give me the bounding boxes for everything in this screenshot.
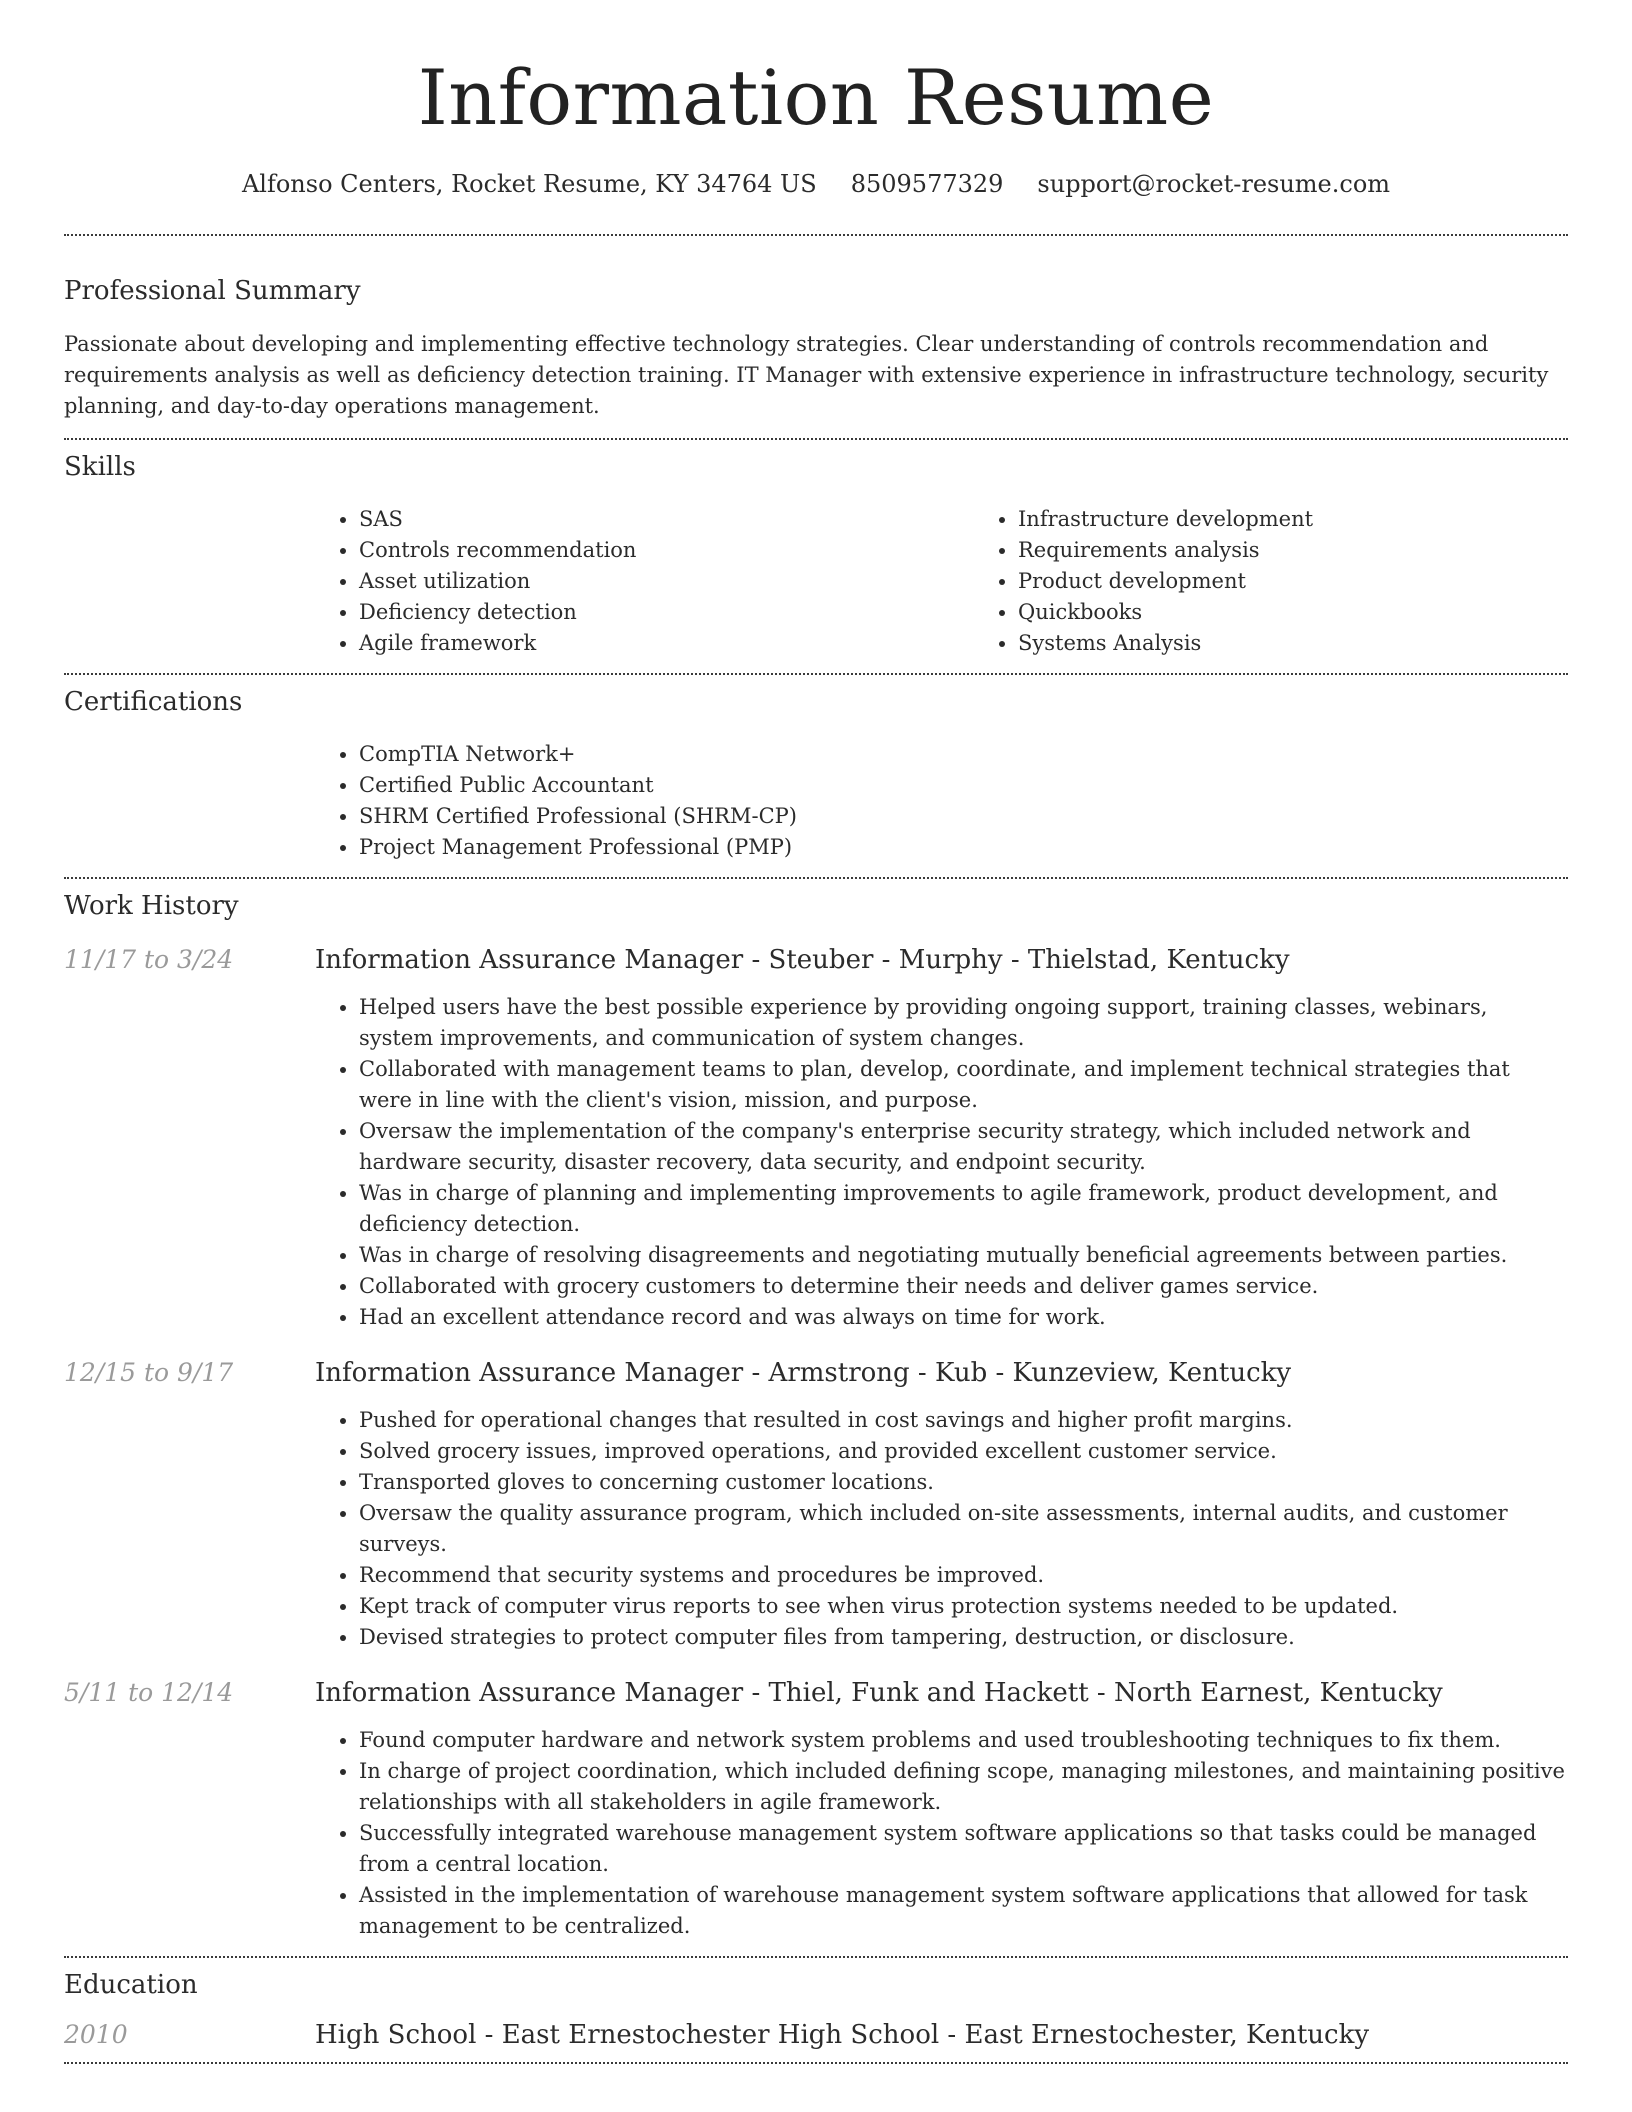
job-bullet: • Collaborated with management teams to plan, develop, coordinate, and implement technical strategies that were in line with the client's vision, mission, and purpose.: [359, 1054, 1568, 1116]
job-dates: 5/11 to 12/14: [64, 1678, 234, 1707]
skill-item: • Infrastructure development: [1018, 504, 1632, 535]
job-dates: 11/17 to 3/24: [64, 945, 234, 974]
job-bullets: [315, 1405, 1568, 1653]
skills-list-right: [974, 504, 1632, 659]
skill-item: • Controls recommendation: [359, 535, 974, 566]
job-title: Information Assurance Manager - Steuber - Murphy - Thielstad, Kentucky: [315, 945, 1290, 975]
job-header: [64, 1358, 1568, 1388]
certification-item: • Project Management Professional (PMP): [359, 832, 1568, 863]
skills-heading: Skills: [64, 452, 136, 482]
job-bullets: [315, 992, 1568, 1333]
contact-phone: 8509577329: [850, 170, 1004, 198]
job-entry: [64, 1678, 1568, 1942]
contact-line: [64, 170, 1568, 198]
skill-item: • Deficiency detection: [359, 597, 974, 628]
skill-item: • SAS: [359, 504, 974, 535]
job-bullet: • Devised strategies to protect computer files from tampering, destruction, or disclosure.: [359, 1622, 1568, 1653]
job-entry: [64, 945, 1568, 1333]
education-heading: Education: [64, 1970, 198, 2000]
job-dates: 12/15 to 9/17: [64, 1358, 234, 1387]
job-bullet: • Helped users have the best possible experience by providing ongoing support, training classes, webinars, system improvements, and communication of system changes.: [359, 992, 1568, 1054]
job-bullet: • Recommend that security systems and procedures be improved.: [359, 1560, 1568, 1591]
job-bullet: • Successfully integrated warehouse management system software applications so that tasks could be managed from a central location.: [359, 1818, 1568, 1880]
job-bullet: • Was in charge of planning and implementing improvements to agile framework, product development, and deficiency detection.: [359, 1178, 1568, 1240]
job-entry: [64, 1358, 1568, 1653]
job-bullet: • Transported gloves to concerning customer locations.: [359, 1467, 1568, 1498]
job-header: [64, 1678, 1568, 1708]
skill-item: • Product development: [1018, 566, 1632, 597]
contact-email: support@rocket-resume.com: [1037, 170, 1391, 198]
section-divider: [64, 2062, 1568, 2064]
job-title: Information Assurance Manager - Armstrong - Kub - Kunzeview, Kentucky: [315, 1358, 1292, 1388]
job-bullet: • Kept track of computer virus reports to see when virus protection systems needed to be updated.: [359, 1591, 1568, 1622]
job-bullet: • Found computer hardware and network system problems and used troubleshooting techniques to fix them.: [359, 1725, 1568, 1756]
job-bullet: • Oversaw the quality assurance program, which included on-site assessments, internal audits, and customer surveys.: [359, 1498, 1568, 1560]
skill-item: • Quickbooks: [1018, 597, 1632, 628]
education-title: High School - East Ernestochester High School - East Ernestochester, Kentucky: [315, 2020, 1370, 2050]
resume-name: Information Resume: [417, 53, 1215, 142]
skills-list-left: [315, 504, 974, 659]
education-entry: [64, 2020, 1568, 2050]
job-bullet: • Assisted in the implementation of warehouse management system software applications that allowed for task management to be centralized.: [359, 1880, 1568, 1942]
contact-address: Alfonso Centers, Rocket Resume, KY 34764 US: [241, 170, 817, 198]
education-year: 2010: [64, 2020, 128, 2049]
certification-item: • CompTIA Network+: [359, 739, 1568, 770]
job-bullet: • Oversaw the implementation of the company's enterprise security strategy, which included network and hardware security, disaster recovery, data security, and endpoint security.: [359, 1116, 1568, 1178]
skill-item: • Agile framework: [359, 628, 974, 659]
work-history-heading: Work History: [64, 891, 239, 921]
job-header: [64, 945, 1568, 975]
job-title: Information Assurance Manager - Thiel, Funk and Hackett - North Earnest, Kentucky: [315, 1678, 1443, 1708]
job-bullets: [315, 1725, 1568, 1942]
skill-item: • Asset utilization: [359, 566, 974, 597]
job-bullet: • Was in charge of resolving disagreements and negotiating mutually beneficial agreements between parties.: [359, 1240, 1568, 1271]
work-history-section: [64, 879, 1568, 1956]
skill-item: • Systems Analysis: [1018, 628, 1632, 659]
job-bullet: • Had an excellent attendance record and was always on time for work.: [359, 1302, 1568, 1333]
skills-section: [64, 440, 1568, 673]
skill-item: • Requirements analysis: [1018, 535, 1632, 566]
job-bullet: • Collaborated with grocery customers to determine their needs and deliver games service.: [359, 1271, 1568, 1302]
job-bullet: • Solved grocery issues, improved operations, and provided excellent customer service.: [359, 1436, 1568, 1467]
job-bullet: • In charge of project coordination, which included defining scope, managing milestones, and maintaining positive relationships with all stakeholders in agile framework.: [359, 1756, 1568, 1818]
certifications-list: [315, 739, 1568, 863]
certifications-section: [64, 675, 1568, 877]
certification-item: • Certified Public Accountant: [359, 770, 1568, 801]
certifications-heading: Certifications: [64, 687, 243, 717]
summary-section: [64, 236, 1568, 438]
job-bullet: • Pushed for operational changes that resulted in cost savings and higher profit margins.: [359, 1405, 1568, 1436]
certification-item: • SHRM Certified Professional (SHRM-CP): [359, 801, 1568, 832]
education-section: [64, 1958, 1568, 2062]
skills-grid: [315, 504, 1568, 659]
summary-heading: Professional Summary: [64, 276, 361, 306]
summary-text: Passionate about developing and implementing effective technology strategies. Clear understanding of controls recommendation and requirements analysis as well as deficiency detection training. IT Manager with extensive experience in infrastructure technology, security planning, and day-to-day operations management.: [64, 332, 1549, 418]
